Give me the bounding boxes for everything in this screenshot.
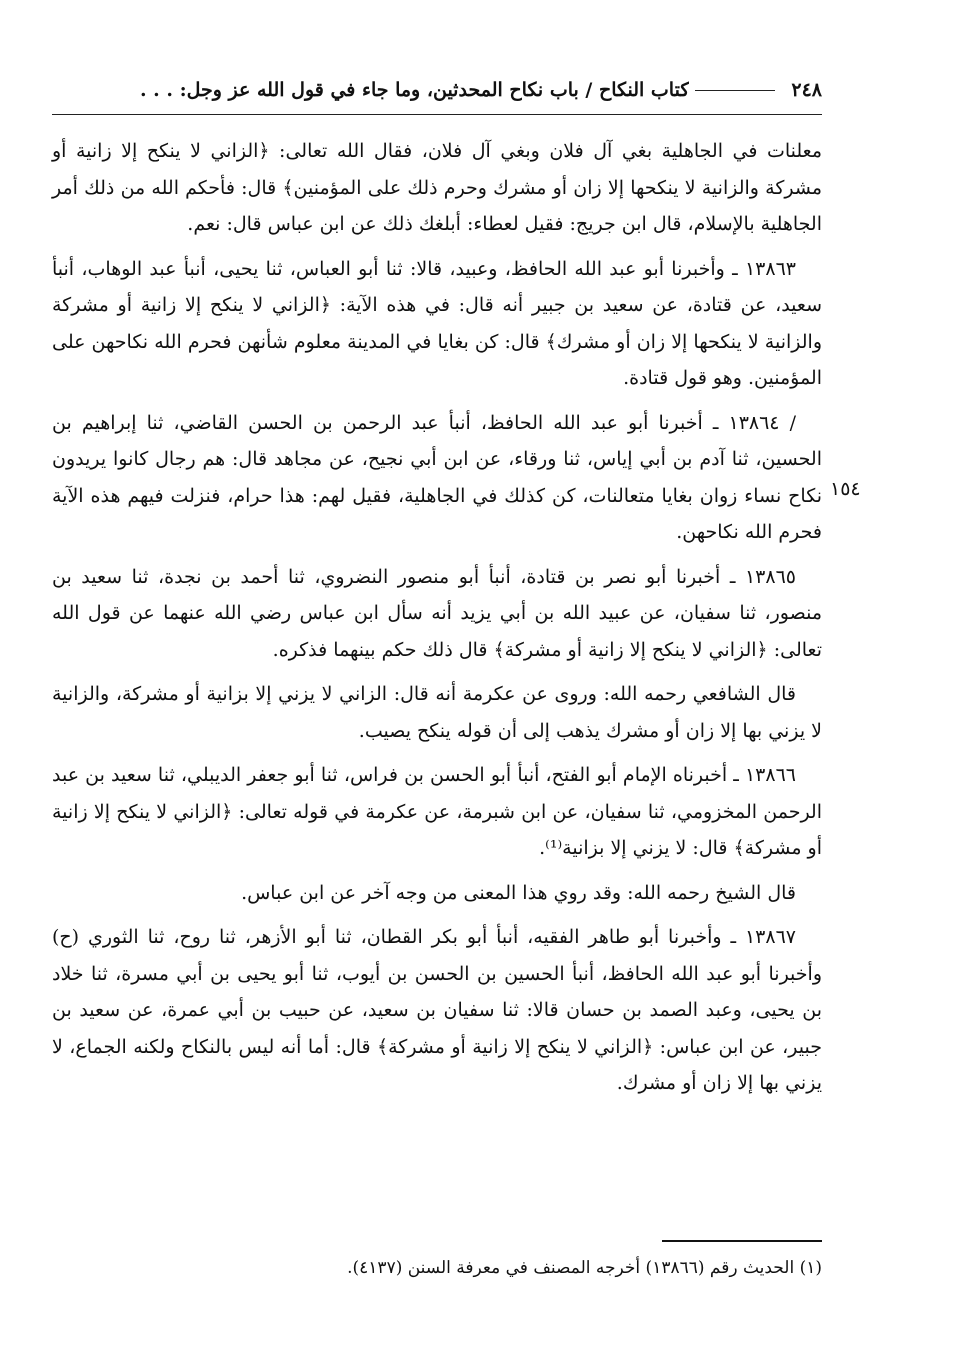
footnote: (١) الحديث رقم (١٣٨٦٦) أخرجه المصنف في معرفة السنن (٤١٣٧).: [347, 1258, 822, 1278]
page-body: [52, 70, 822, 1110]
running-title: كتاب النكاح / باب نكاح المحدثين، وما جاء في قول الله عز وجل: . . .: [139, 79, 690, 101]
paragraph: معلنات في الجاهلية بغي آل فلان وبغي آل فلان، فقال الله تعالى: ﴿الزاني لا ينكح إلا زانية أو مشركة والزانية لا ينكحها إلا زان أو مشرك وحرم ذلك على المؤمنين﴾ قال: فأحكم الله من ذلك أمر الجاهلية بالإسلام، قال ابن جريج: فقيل لعطاء: أبلغك ذلك عن ابن عباس قال: نعم.: [52, 140, 822, 235]
hadith-13866: ١٣٨٦٦ ـ أخبرناه الإمام أبو الفتح، أنبأ أبو الحسن بن فراس، ثنا أبو جعفر الديبلي، ثنا سعيد بن عبد الرحمن المخزومي، ثنا سفيان، عن ابن شبرمة، عن عكرمة في قوله تعالى: ﴿الزاني لا ينكح إلا زانية أو مشركة﴾ قال: لا يزني إلا بزانية⁽¹⁾.: [52, 764, 822, 859]
running-header: [52, 70, 822, 115]
hadith-13867: ١٣٨٦٧ ـ وأخبرنا أبو طاهر الفقيه، أنبأ أبو بكر القطان، ثنا أبو الأزهر، ثنا روح، ثنا الثوري (ح) وأخبرنا أبو عبد الله الحافظ، أنبأ الحسين بن الحسن بن أيوب، ثنا أبو يحيى بن أبي مسرة، ثنا خلاد بن يحيى، وعبد الصمد بن حسان قالا: ثنا سفيان بن سعيد، عن حبيب بن أبي عمرة، عن سعيد بن جبير، عن ابن عباس: ﴿الزاني لا ينكح إلا زانية أو مشركة﴾ قال: أما أنه ليس بالنكاح ولكنه الجماع، لا يزني بها إلا زان أو مشرك.: [52, 926, 822, 1094]
margin-page-number: ١٥٤: [830, 478, 861, 500]
shaykh-quote: قال الشيخ رحمه الله: وقد روي هذا المعنى من وجه آخر عن ابن عباس.: [241, 881, 796, 904]
hadith-13864: / ١٣٨٦٤ ـ أخبرنا أبو عبد الله الحافظ، أنبأ عبد الرحمن بن الحسن القاضي، ثنا إبراهيم بن الحسين، ثنا آدم بن أبي إياس، ثنا ورقاء، عن ابن أبي نجيح، عن مجاهد قال: هم رجال كانوا يريدون نكاح نساء زوان بغايا متعالنات، كن كذلك في الجاهلية، فقيل لهم: هذا حرام، فنزلت فيهم هذه الآية فحرم الله نكاحهن.: [52, 411, 822, 543]
shafii-quote: قال الشافعي رحمه الله: وروى عن عكرمة أنه قال: الزاني لا يزني إلا بزانية أو مشركة، والزانية لا يزني بها إلا زان أو مشرك يذهب إلى أن قوله ينكح يصيب.: [52, 683, 822, 742]
header-rule: [695, 90, 775, 91]
hadith-13865: ١٣٨٦٥ ـ أخبرنا أبو نصر بن قتادة، أنبأ أبو منصور النضروي، ثنا أحمد بن نجدة، ثنا سعيد بن منصور، ثنا سفيان، عن عبيد الله بن أبي يزيد أنه سأل ابن عباس رضي الله عنهما عن قول الله تعالى: ﴿الزاني لا ينكح إلا زانية أو مشركة﴾ قال ذلك حكم بينهما فذكره.: [52, 565, 822, 661]
footnote-divider: [662, 1240, 822, 1242]
hadith-13863: ١٣٨٦٣ ـ وأخبرنا أبو عبد الله الحافظ، وعبيد، قالا: ثنا أبو العباس، ثنا يحيى، أنبأ عبد الوهاب، أنبأ سعيد، عن قتادة، عن سعيد بن جبير أنه قال: في هذه الآية: ﴿الزاني لا ينكح إلا زانية أو مشركة والزانية لا ينكحها إلا زان أو مشرك﴾ قال: كن بغايا في المدينة معلوم شأنهن فحرم الله نكاحهن على المؤمنين. وهو قول قتادة.: [52, 257, 822, 389]
page-number: ٢٤٨: [791, 79, 822, 101]
